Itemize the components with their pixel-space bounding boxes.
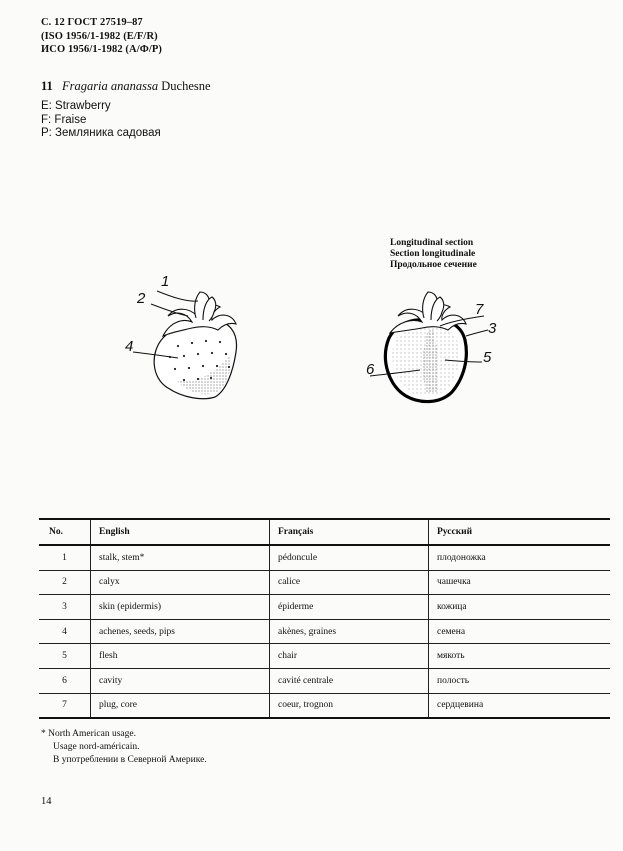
common-name-russian: P: Земляника садовая [41, 127, 161, 139]
callout-3: 3 [488, 320, 497, 337]
callout-2: 2 [137, 290, 146, 307]
header-iso-ru-line: ИСО 1956/1-1982 (A/Ф/P) [41, 44, 162, 55]
table-row [39, 545, 610, 570]
cell-french: calice [270, 570, 429, 595]
cell-french: akènes, graines [270, 619, 429, 644]
species-number: 11 [41, 79, 53, 93]
footnote-french: Usage nord-américain. [53, 742, 140, 752]
cell-russian: кожица [429, 595, 611, 620]
cell-english: skin (epidermis) [91, 595, 270, 620]
footnote-english: * North American usage. [41, 729, 136, 739]
callout-7: 7 [475, 301, 484, 318]
cell-english: calyx [91, 570, 270, 595]
table-row [39, 570, 610, 595]
section-strawberry-drawing [366, 292, 497, 402]
cell-english: stalk, stem* [91, 545, 270, 570]
cell-russian: полость [429, 668, 611, 693]
header-iso-line: (ISO 1956/1-1982 (E/F/R) [41, 30, 158, 42]
callout-5: 5 [483, 349, 492, 366]
page-number: 14 [41, 796, 52, 807]
section-title-russian: Продольное сечение [390, 260, 477, 270]
cell-russian: плодоножка [429, 545, 611, 570]
cell-french: épiderme [270, 595, 429, 620]
footnote-russian: В употреблении в Северной Америке. [53, 755, 207, 765]
cell-russian: мякоть [429, 644, 611, 669]
cell-french: cavité centrale [270, 668, 429, 693]
cell-number: 1 [39, 545, 91, 570]
common-name-french: F: Fraise [41, 113, 87, 126]
col-header-english: English [91, 519, 270, 545]
callout-4: 4 [125, 338, 134, 355]
callout-1: 1 [161, 273, 170, 290]
section-title-french: Section longitudinale [390, 249, 476, 259]
cell-russian: сердцевина [429, 693, 611, 718]
section-title-english: Longitudinal section [390, 238, 474, 248]
cell-english: plug, core [91, 693, 270, 718]
cell-french: pédoncule [270, 545, 429, 570]
cell-english: cavity [91, 668, 270, 693]
cell-number: 5 [39, 644, 91, 669]
cell-number: 4 [39, 619, 91, 644]
footnote [41, 728, 207, 767]
cell-number: 2 [39, 570, 91, 595]
species-author: Duchesne [161, 79, 211, 93]
callout-6: 6 [366, 361, 375, 378]
table-header-row [39, 519, 610, 545]
cell-number: 3 [39, 595, 91, 620]
cell-english: flesh [91, 644, 270, 669]
cell-russian: чашечка [429, 570, 611, 595]
parts-table [39, 518, 610, 719]
cell-french: chair [270, 644, 429, 669]
col-header-number: No. [39, 519, 91, 545]
table-row [39, 668, 610, 693]
col-header-russian: Русский [429, 519, 611, 545]
cell-french: coeur, trognon [270, 693, 429, 718]
header-standard-line: С. 12 ГОСТ 27519–87 [41, 17, 143, 28]
table-row [39, 595, 610, 620]
cell-russian: семена [429, 619, 611, 644]
table-row [39, 693, 610, 718]
table-row [39, 644, 610, 669]
cell-number: 7 [39, 693, 91, 718]
cell-number: 6 [39, 668, 91, 693]
species-latin-name: Fragaria ananassa [61, 79, 159, 93]
common-name-english: E: Strawberry [41, 100, 111, 112]
col-header-french: Français [270, 519, 429, 545]
cell-english: achenes, seeds, pips [91, 619, 270, 644]
whole-strawberry-drawing [125, 273, 236, 399]
table-row [39, 619, 610, 644]
